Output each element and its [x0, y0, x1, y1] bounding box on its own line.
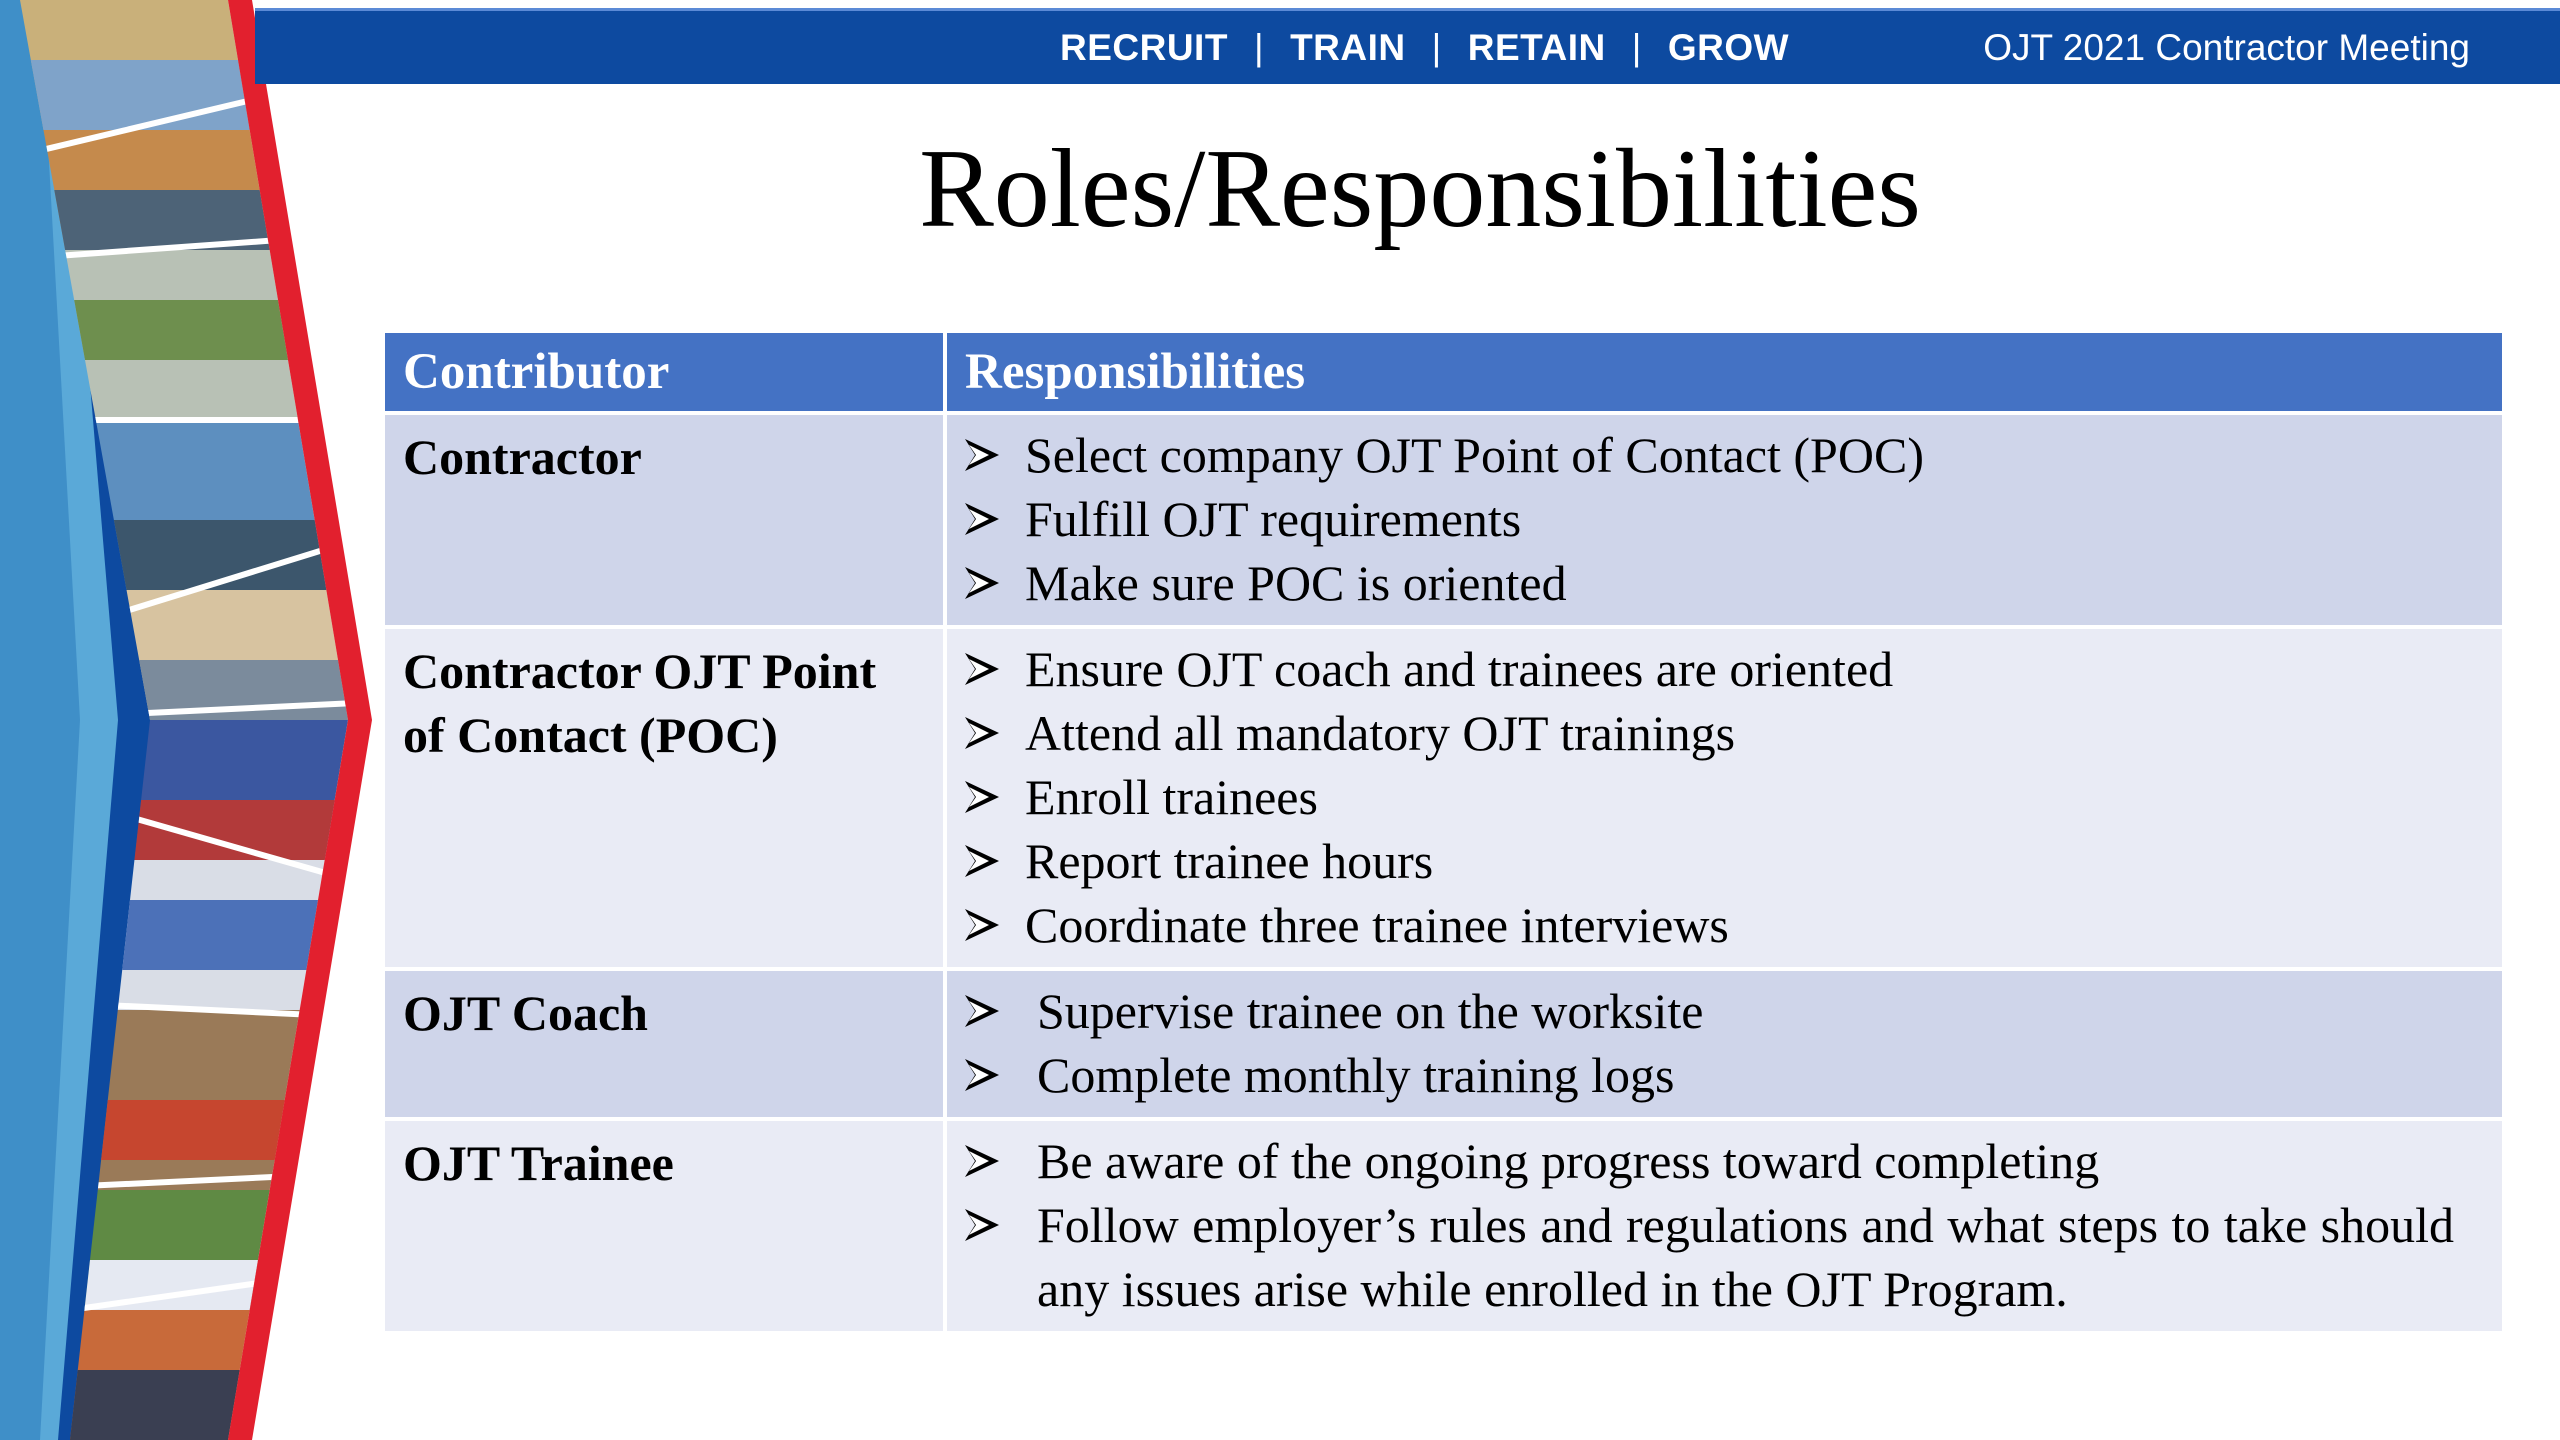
responsibilities-cell — [945, 413, 2504, 627]
arrowhead-bullet-icon — [965, 487, 1001, 551]
bullet-item — [965, 893, 2454, 957]
arrowhead-bullet-icon — [965, 979, 1001, 1043]
bullet-text: Ensure OJT coach and trainees are oriented — [1025, 641, 1894, 697]
bullet-text: Complete monthly training logs — [1037, 1047, 1675, 1103]
table-row — [383, 969, 2504, 1119]
tagline-grow: GROW — [1667, 27, 1790, 68]
table-row — [383, 1119, 2504, 1333]
contributor-cell: Contractor — [383, 413, 945, 627]
tagline-retain: RETAIN — [1467, 27, 1606, 68]
tagline-separator: | — [1253, 27, 1265, 68]
tagline-separator: | — [1631, 27, 1642, 68]
arrowhead-bullet-icon — [965, 637, 1001, 701]
table-row — [383, 413, 2504, 627]
header-contributor: Contributor — [383, 331, 945, 413]
banner-tagline — [1060, 23, 1789, 73]
bullet-text: Follow employer’s rules and regulations and what steps to take should any issues arise while enrolled in the OJT Program. — [1037, 1197, 2454, 1317]
tagline-recruit: RECRUIT — [1060, 27, 1228, 68]
contributor-cell: OJT Trainee — [383, 1119, 945, 1333]
bullet-text: Fulfill OJT requirements — [1025, 491, 1522, 547]
bullet-text: Select company OJT Point of Contact (POC) — [1025, 427, 1924, 483]
responsibilities-cell — [945, 1119, 2504, 1333]
arrowhead-bullet-icon — [965, 701, 1001, 765]
tagline-train: TRAIN — [1290, 27, 1406, 68]
contributor-cell: OJT Coach — [383, 969, 945, 1119]
bullet-text: Coordinate three trainee interviews — [1025, 897, 1729, 953]
bullet-item — [965, 551, 2454, 615]
bullet-item — [965, 701, 2454, 765]
decorative-photo-strip — [0, 0, 420, 1440]
bullet-text: Report trainee hours — [1025, 833, 1434, 889]
bullet-item — [965, 765, 2454, 829]
responsibilities-cell — [945, 627, 2504, 969]
bullet-item — [965, 487, 2454, 551]
slide-title: Roles/Responsibilities — [919, 127, 1921, 251]
tagline-separator: | — [1431, 27, 1442, 68]
arrowhead-bullet-icon — [965, 893, 1001, 957]
responsibilities-cell — [945, 969, 2504, 1119]
arrowhead-bullet-icon — [965, 551, 1001, 615]
bullet-item — [965, 829, 2454, 893]
bullet-text: Attend all mandatory OJT trainings — [1025, 705, 1736, 761]
header-responsibilities: Responsibilities — [945, 331, 2504, 413]
arrowhead-bullet-icon — [965, 829, 1001, 893]
bullet-text: Be aware of the ongoing progress toward completing — [1037, 1133, 2100, 1189]
table-row — [383, 627, 2504, 969]
bullet-text: Make sure POC is oriented — [1025, 555, 1567, 611]
arrowhead-bullet-icon — [965, 423, 1001, 487]
bullet-item — [965, 1043, 2454, 1107]
contributor-cell: Contractor OJT Point of Contact (POC) — [383, 627, 945, 969]
bullet-text: Enroll trainees — [1025, 769, 1318, 825]
bullet-text: Supervise trainee on the worksite — [1037, 983, 1704, 1039]
meeting-name: OJT 2021 Contractor Meeting — [1983, 27, 2470, 68]
arrowhead-bullet-icon — [965, 1129, 1001, 1193]
roles-table — [381, 329, 2506, 1335]
bullet-item — [965, 1193, 2454, 1321]
top-banner — [255, 8, 2560, 84]
bullet-item — [965, 979, 2454, 1043]
arrowhead-bullet-icon — [965, 765, 1001, 829]
bullet-item — [965, 1129, 2454, 1193]
arrowhead-bullet-icon — [965, 1043, 1001, 1107]
table-header-row — [383, 331, 2504, 413]
arrowhead-bullet-icon — [965, 1193, 1001, 1257]
bullet-item — [965, 637, 2454, 701]
bullet-item — [965, 423, 2454, 487]
